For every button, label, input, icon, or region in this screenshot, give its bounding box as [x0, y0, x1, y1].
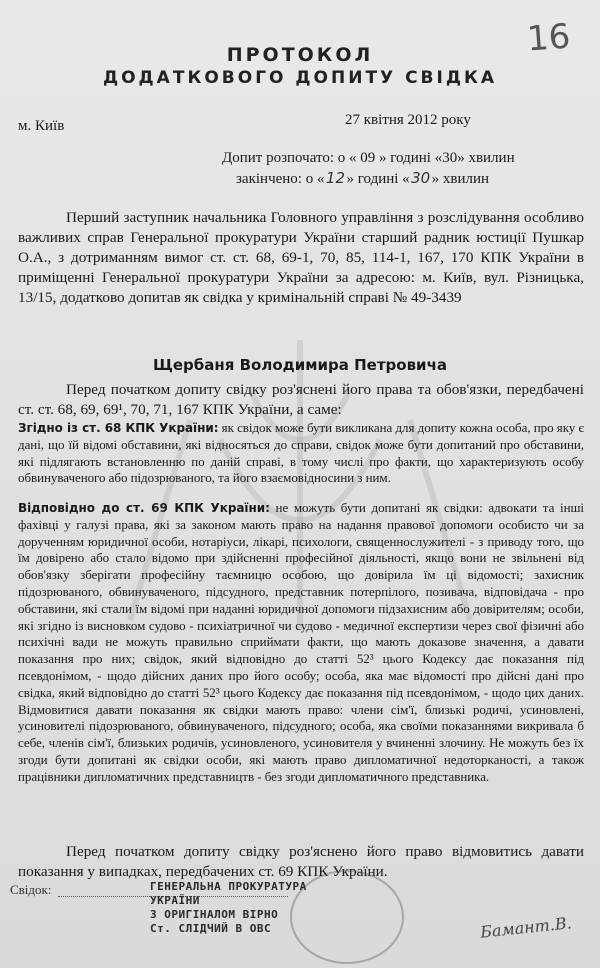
intro-paragraph: Перший заступник начальника Головного управління з розслідування особливо важливих справ Генеральної прокуратури України старший радник юстиції Пушкар О.А., з дотриманням вимог ст. ст. 68, 69-1, 70, 85, 114-1, 167, 170 КПК України в приміщенні Генеральної прокуратури України за адресою: м. Київ, вул. Різницька, 13/15, додатково допитав як свідка у кримінальній справі № 49-3439: [18, 209, 584, 306]
document-title: ПРОТОКОЛ: [226, 44, 374, 66]
refusal-paragraph: Перед початком допиту свідку роз'яснено його право відмовитись давати показання у випадках, передбачених ст. 69 КПК України.: [18, 843, 584, 880]
article-69: [18, 500, 584, 786]
city: м. Київ: [18, 118, 65, 134]
document-subtitle: ДОДАТКОВОГО ДОПИТУ СВІДКА: [102, 68, 498, 88]
witness-name: Щербаня Володимира Петровича: [152, 356, 447, 374]
witness-label: Свідок:: [10, 882, 52, 897]
article-69-label: Відповідно до ст. 69 КПК України:: [18, 501, 270, 515]
stamp-line: З ОРИГІНАЛОМ ВІРНО: [150, 908, 279, 921]
ended-prefix: закінчено: о «: [236, 171, 325, 187]
ended-minutes: 30: [411, 169, 431, 187]
stamp-line: ГЕНЕРАЛЬНА ПРОКУРАТУРА: [150, 880, 307, 893]
rights-intro: Перед початком допиту свідку роз'яснені його права та обов'язки, передбачені ст. ст. 68, 69, 69¹, 70, 71, 167 КПК України, а саме:: [18, 381, 584, 418]
certification-stamp: [150, 880, 310, 936]
stamp-line: Ст. СЛІДЧИЙ В ОВС: [150, 922, 272, 935]
article-68-label: Згідно із ст. 68 КПК України:: [18, 421, 219, 435]
ended-hour: 12: [325, 169, 346, 187]
page-number: 16: [525, 16, 572, 60]
article-69-text: не можуть бути допитані як свідки: адвокати та інші фахівці у галузі права, які за законом мають право на надання правової допомоги особисто чи за дорученням юридичної особи, нотаріуси, лікарі, психологи, священнослужителі - з приводу того, що їм довірено або стало відомо при здійсненні професійної діяльності, якщо вони не звільнені від обов'язку зберігати професійну таємницю особою, що довірила їм ці відомості; захисник підозрюваного, обвинуваченого, підсудного, представник потерпілого, позивача, відповідача - про обставини, які стали їм відомі при наданні юридичної допомоги підзахисним або довірителям; особи, які згідно із висновком судово - психіатричної чи судово - медичної експертизи через свої фізичні або психічні вади не можуть правильно сприймати факти, що мають доказове значення, а давати показання про них; свідок, який відповідно до статті 52³ цього Кодексу дає показання під псевдонімом, - щодо дійсних даних про його особу; особа, яка має відомості про дійсні дані про свідка, який відповідно до статті 52³ цього Кодексу дає показання під псевдонімом, - щодо цих даних. Відмовитися давати показання як свідки мають право: члени сім'ї, близькі родичі, усиновлені, усиновителі підозрюваного, обвинуваченого, підсудного; особа, яка своїми показаннями викривала б себе, членів сім'ї, близьких родичів, усиновленого, усиновителя у вчиненні злочину. Не можуть без їх згоди бути допитані як свідки особи, які мають право дипломатичної недоторканості, а також працівники дипломатичних представництв - без згоди дипломатичного представника.: [18, 500, 584, 784]
ended-suffix: » хвилин: [431, 171, 490, 187]
article-68: [18, 420, 584, 487]
ended-middle: » годині «: [346, 171, 410, 187]
handwritten-signature: Бамант.В.: [479, 913, 573, 942]
interrogation-end: [236, 169, 489, 188]
article-68-text: як свідок може бути викликана для допиту кожна особа, про яку є дані, що їй відомі обставини, які відносяться до справи, свідок може бути допитаний про обставини, які підлягають встановленню по даній справі, в тому числі про факти, що характеризують особу обвинуваченого або підозрюваного, та його взаємовідносини з ним.: [18, 420, 585, 486]
date: 27 квітня 2012 року: [345, 112, 471, 128]
stamp-line: УКРАЇНИ: [150, 894, 200, 907]
interrogation-start: Допит розпочато: о « 09 » годині «30» хвилин: [222, 150, 515, 166]
